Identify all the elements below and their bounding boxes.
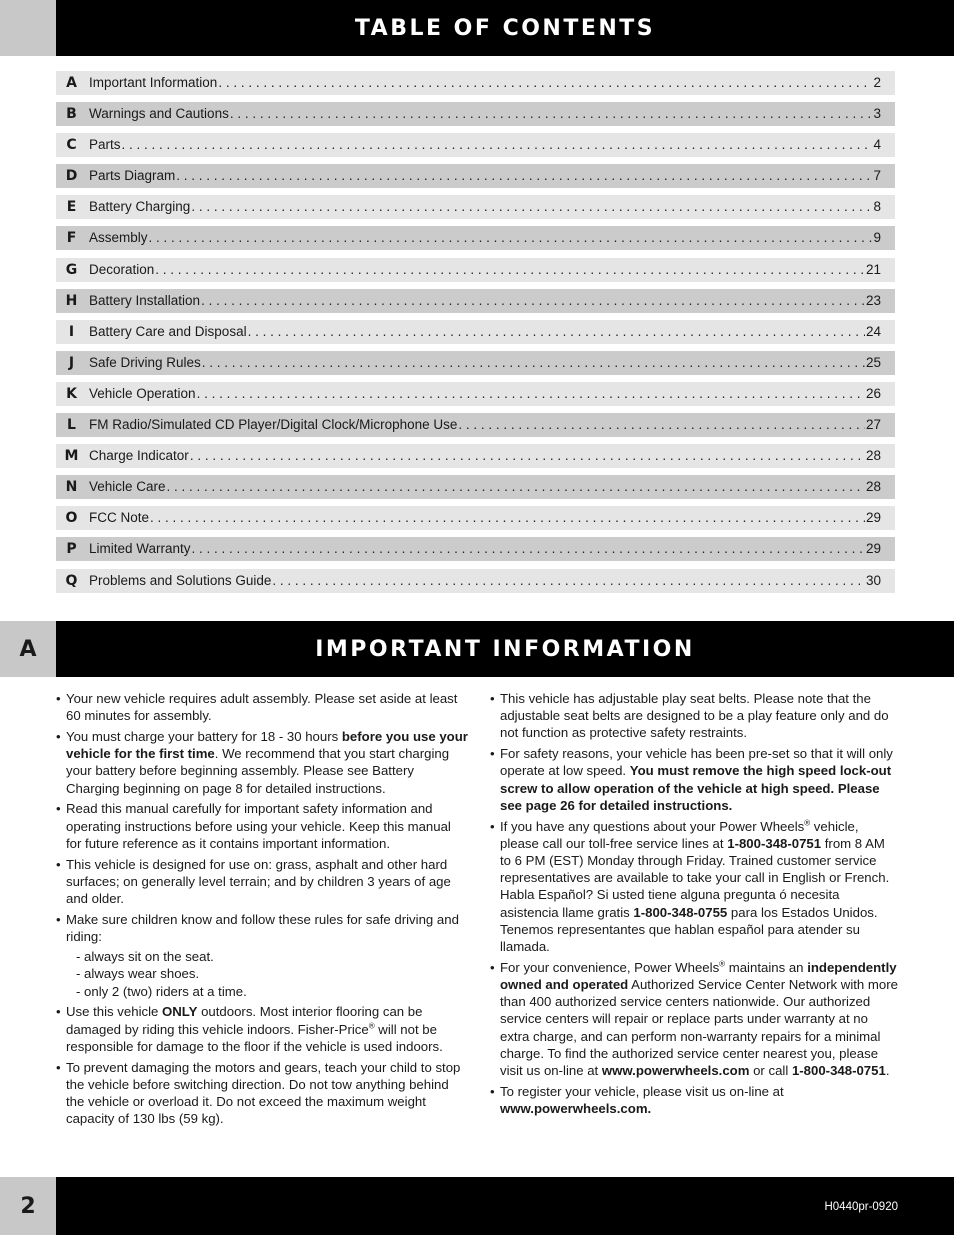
info-bullet: • For safety reasons, your vehicle has been pre-set so that it will only operate at low speed. You must remove the high speed lock-out screw to allow operation of the vehicle at high speed. Please see page 26 for detailed instructions. [490, 746, 893, 813]
toc-row [56, 102, 895, 126]
info-bullet: • Make sure children know and follow these rules for safe driving and riding: - always sit on the seat. - always wear shoes. - only 2 (two) riders at a time. [56, 911, 468, 1000]
rule-item: - only 2 (two) riders at a time. [76, 983, 247, 999]
toc-leader-dots [272, 569, 865, 593]
toc-title: Battery Care and Disposal [89, 323, 247, 339]
toc-title: Decoration [89, 261, 155, 277]
toc-letter: G [65, 261, 78, 278]
info-bullet: • Read this manual carefully for important safety information and operating instructions before using your vehicle. Keep this manual for future reference as it contains important information. [56, 801, 451, 851]
toc-page-number: 29 [865, 541, 881, 557]
rule-item: - always wear shoes. [76, 966, 200, 982]
toc-title: Charge Indicator [89, 448, 189, 464]
phone-number: 1-800-348-0755 [633, 904, 728, 920]
info-column-left [56, 690, 468, 1131]
toc-leader-dots [176, 164, 872, 188]
important-info-header [0, 621, 954, 677]
toc-row [56, 537, 895, 561]
toc-title: Vehicle Operation [89, 385, 196, 401]
page-footer [0, 1177, 954, 1235]
toc-letter: C [66, 137, 77, 154]
info-bullet: • You must charge your battery for 18 - 30 hours before you use your vehicle for the first time. We recommend that you start charging your battery before beginning assembly. Please see Battery Charging beginning on page 8 for detailed instructions. [56, 729, 468, 796]
important-info-heading: IMPORTANT INFORMATION [315, 636, 695, 662]
toc-page-number: 7 [873, 168, 881, 184]
toc-letter: B [66, 106, 77, 123]
toc-leader-dots [191, 195, 872, 219]
toc-leader-dots [167, 475, 865, 499]
toc-header-tab [0, 0, 56, 56]
toc-letter: I [68, 323, 75, 340]
toc-row [56, 506, 895, 530]
toc-title: Vehicle Care [89, 479, 166, 495]
toc-title: Battery Installation [89, 292, 201, 308]
website-link: www.powerwheels.com. [500, 1101, 652, 1117]
info-bullet: • This vehicle has adjustable play seat belts. Please note that the adjustable seat belts are designed to be a play feature only and do not function as protective safety restraints. [490, 691, 889, 741]
toc-row [56, 382, 895, 406]
toc-row [56, 226, 895, 250]
toc-leader-dots [201, 289, 865, 313]
toc-leader-dots [150, 506, 865, 530]
toc-row [56, 475, 895, 499]
toc-page-number: 2 [873, 75, 881, 90]
toc-row [56, 320, 895, 344]
toc-leader-dots [230, 102, 873, 126]
toc-leader-dots [149, 226, 873, 250]
website-link: www.powerwheels.com [601, 1063, 750, 1079]
toc-letter: N [65, 479, 78, 496]
toc-row [56, 258, 895, 282]
toc-leader-dots [190, 444, 865, 468]
info-bullet: • Your new vehicle requires adult assembly. Please set aside at least 60 minutes for assembly. [56, 691, 458, 724]
info-bullet: • To prevent damaging the motors and gears, teach your child to stop the vehicle before switching direction. Do not tow anything behind the vehicle or overload it. Do not exceed the maximum weight capacity of 130 lbs (59 kg). [56, 1059, 461, 1127]
toc-title: Limited Warranty [89, 541, 191, 557]
toc-page-number: 3 [873, 106, 881, 122]
toc-letter: L [67, 417, 76, 434]
toc-letter: M [64, 448, 79, 465]
toc-row [56, 569, 895, 593]
toc-title: Important Information [89, 75, 218, 90]
toc-row [56, 195, 895, 219]
toc-page-number: 28 [865, 479, 881, 495]
toc-letter: O [65, 510, 78, 527]
section-letter: A [19, 636, 37, 662]
section-tab [0, 621, 56, 677]
toc-heading: TABLE OF CONTENTS [354, 15, 656, 41]
info-bullet: • For your convenience, Power Wheels® maintains an independently owned and operated Authorized Service Center Network with more than 400 authorized service centers nationwide. Our authorized service centers will repair or replace parts under warranty at no extra charge, and can perform non-warranty repairs for a minimal charge. To find the authorized service center nearest you, please visit us on-line at www.powerwheels.com or call 1-800-348-0751. [490, 959, 898, 1079]
toc-letter: K [66, 385, 77, 402]
toc-page-number: 9 [873, 230, 881, 246]
info-bullet: • If you have any questions about your Power Wheels® vehicle, please call our toll-free service lines at 1-800-348-0751 from 8 AM to 6 PM (EST) Monday through Friday. Trained customer service representatives are available to take your call in English or French. Habla Español? Si usted tiene alguna pregunta ó necesita asistencia llame gratis 1-800-348-0755 para los Estados Unidos. Tenemos representantes que hablan español para atender su llamada. [490, 818, 890, 955]
toc-page-number: 25 [865, 354, 881, 370]
toc-row [56, 289, 895, 313]
toc-row [56, 351, 895, 375]
toc-leader-dots [122, 133, 873, 157]
toc-letter: Q [65, 572, 78, 589]
toc-leader-dots [248, 320, 865, 344]
toc-leader-dots [202, 351, 865, 375]
document-code: H0440pr-0920 [824, 1201, 898, 1213]
toc-page-number: 29 [865, 510, 881, 526]
toc-leader-dots [197, 382, 865, 406]
important-info-bar [56, 621, 954, 677]
toc-letter: P [66, 541, 77, 558]
toc-header-bar [56, 0, 954, 56]
phone-number: 1-800-348-0751 [727, 835, 822, 851]
toc-letter: F [66, 230, 77, 247]
info-column-right [490, 690, 898, 1121]
toc-letter: A [66, 75, 77, 91]
toc-page-number: 4 [873, 137, 881, 153]
toc-letter: D [65, 168, 78, 185]
toc-row [56, 444, 895, 468]
toc-leader-dots [218, 71, 872, 95]
toc-title: Assembly [89, 230, 148, 246]
toc-title: Battery Charging [89, 199, 191, 215]
toc-title: FM Radio/Simulated CD Player/Digital Clock/Microphone Use [89, 417, 458, 433]
toc-letter: H [65, 292, 78, 309]
toc-title: Warnings and Cautions [89, 106, 229, 122]
toc-list [56, 71, 895, 600]
phone-number: 1-800-348-0751 [791, 1063, 886, 1079]
toc-leader-dots [155, 258, 865, 282]
toc-title: FCC Note [89, 510, 150, 526]
toc-header [0, 0, 954, 56]
toc-page-number: 24 [865, 323, 881, 339]
toc-title: Parts [89, 137, 121, 153]
info-bullet: • To register your vehicle, please visit us on-line at www.powerwheels.com. [490, 1083, 784, 1117]
info-bullet: • This vehicle is designed for use on: grass, asphalt and other hard surfaces; on generally level terrain; and by children 3 years of age and older. [56, 856, 451, 907]
page-number-tab [0, 1177, 56, 1235]
toc-letter: E [66, 199, 77, 216]
toc-title: Safe Driving Rules [89, 354, 201, 370]
footer-bar [56, 1177, 954, 1235]
info-bullet: • Use this vehicle ONLY outdoors. Most interior flooring can be damaged by riding this vehicle indoors. Fisher-Price® will not be responsible for damage to the floor if the vehicle is used indoors. [56, 1004, 443, 1054]
toc-page-number: 27 [865, 417, 881, 433]
toc-letter: J [68, 354, 75, 371]
toc-page-number: 28 [865, 448, 881, 464]
toc-title: Problems and Solutions Guide [89, 572, 272, 588]
toc-title: Parts Diagram [89, 168, 176, 184]
toc-row [56, 71, 895, 95]
toc-row [56, 413, 895, 437]
page-number: 2 [20, 1193, 36, 1219]
toc-page-number: 8 [873, 199, 881, 215]
toc-page-number: 26 [865, 385, 881, 401]
toc-page-number: 21 [865, 261, 881, 277]
toc-row [56, 133, 895, 157]
toc-page-number: 30 [865, 572, 881, 588]
toc-page-number: 23 [865, 292, 881, 308]
toc-leader-dots [458, 413, 865, 437]
rule-item: - always sit on the seat. [76, 949, 214, 965]
toc-row [56, 164, 895, 188]
toc-leader-dots [192, 537, 865, 561]
